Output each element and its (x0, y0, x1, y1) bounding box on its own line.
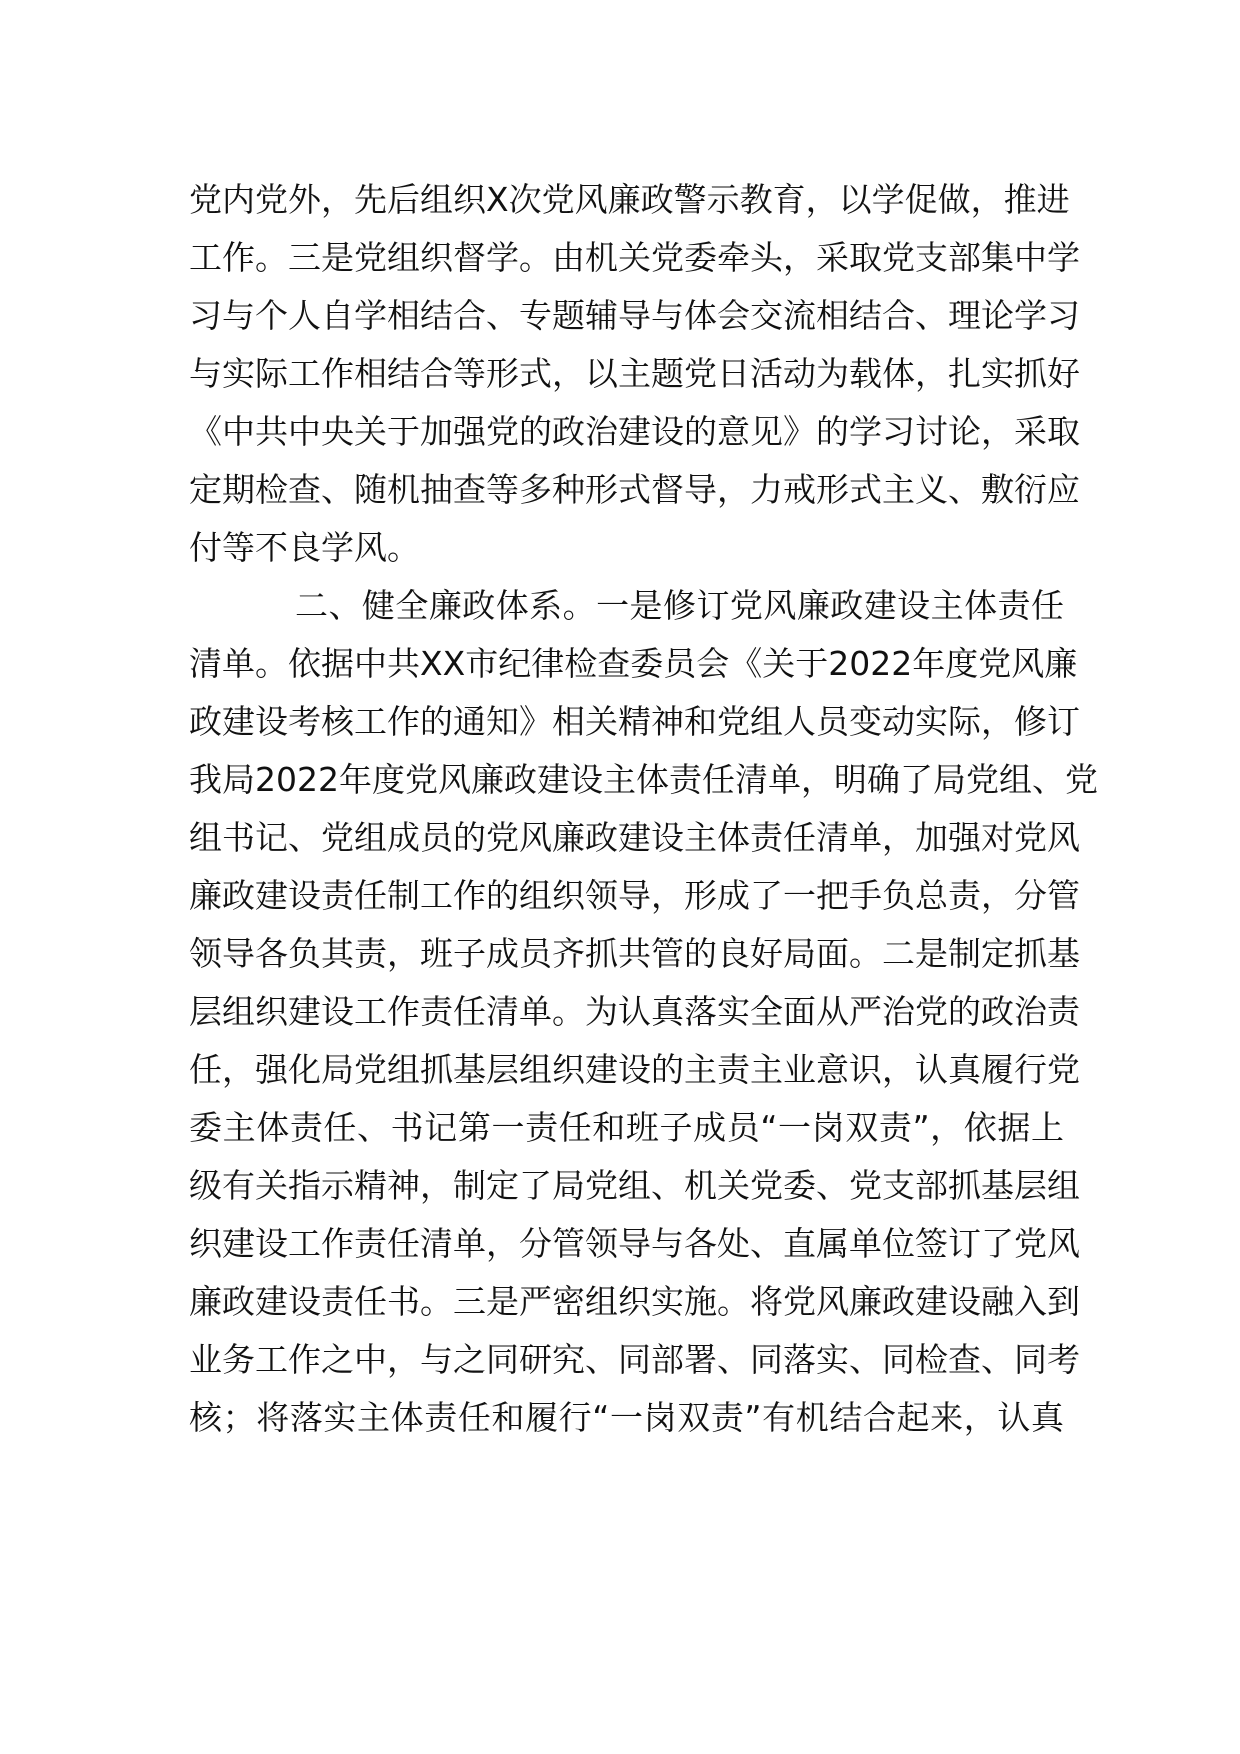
text-line: 领导各负其责，班子成员齐抓共管的良好局面。二是制定抓基 (189, 934, 1080, 973)
text-line: 核；将落实主体责任和履行“一岗双责”有机结合起来，认真 (189, 1398, 1064, 1437)
text-line: 定期检查、随机抽查等多种形式督导，力戒形式主义、敷衍应 (189, 470, 1080, 509)
text-line: 工作。三是党组织督学。由机关党委牵头，采取党支部集中学 (189, 238, 1080, 277)
text-line: 组书记、党组成员的党风廉政建设主体责任清单，加强对党风 (189, 818, 1080, 857)
text-line: 委主体责任、书记第一责任和班子成员“一岗双责”，依据上 (189, 1108, 1064, 1147)
text-line: 政建设考核工作的通知》相关精神和党组人员变动实际，修订 (189, 702, 1080, 741)
text-line: 习与个人自学相结合、专题辅导与体会交流相结合、理论学习 (189, 296, 1080, 335)
text-line: 层组织建设工作责任清单。为认真落实全面从严治党的政治责 (189, 992, 1080, 1031)
text-line: 织建设工作责任清单，分管领导与各处、直属单位签订了党风 (189, 1224, 1080, 1263)
text-line: 党内党外，先后组织X次党风廉政警示教育，以学促做，推进 (189, 180, 1070, 219)
text-line: 廉政建设责任书。三是严密组织实施。将党风廉政建设融入到 (189, 1282, 1080, 1321)
text-line: 《中共中央关于加强党的政治建设的意见》的学习讨论，采取 (189, 412, 1080, 451)
text-line: 任，强化局党组抓基层组织建设的主责主业意识，认真履行党 (189, 1050, 1080, 1089)
text-line: 我局2022年度党风廉政建设主体责任清单，明确了局党组、党 (189, 760, 1098, 799)
text-line: 级有关指示精神，制定了局党组、机关党委、党支部抓基层组 (189, 1166, 1080, 1205)
paragraph-end-line: 付等不良学风。 (189, 528, 420, 567)
text-line: 清单。依据中共XX市纪律检查委员会《关于2022年度党风廉 (189, 644, 1078, 683)
section-heading-line: 二、健全廉政体系。一是修订党风廉政建设主体责任 (295, 586, 1064, 625)
text-line: 与实际工作相结合等形式，以主题党日活动为载体，扎实抓好 (189, 354, 1080, 393)
text-line: 廉政建设责任制工作的组织领导，形成了一把手负总责，分管 (189, 876, 1080, 915)
text-line: 业务工作之中，与之同研究、同部署、同落实、同检查、同考 (189, 1340, 1080, 1379)
